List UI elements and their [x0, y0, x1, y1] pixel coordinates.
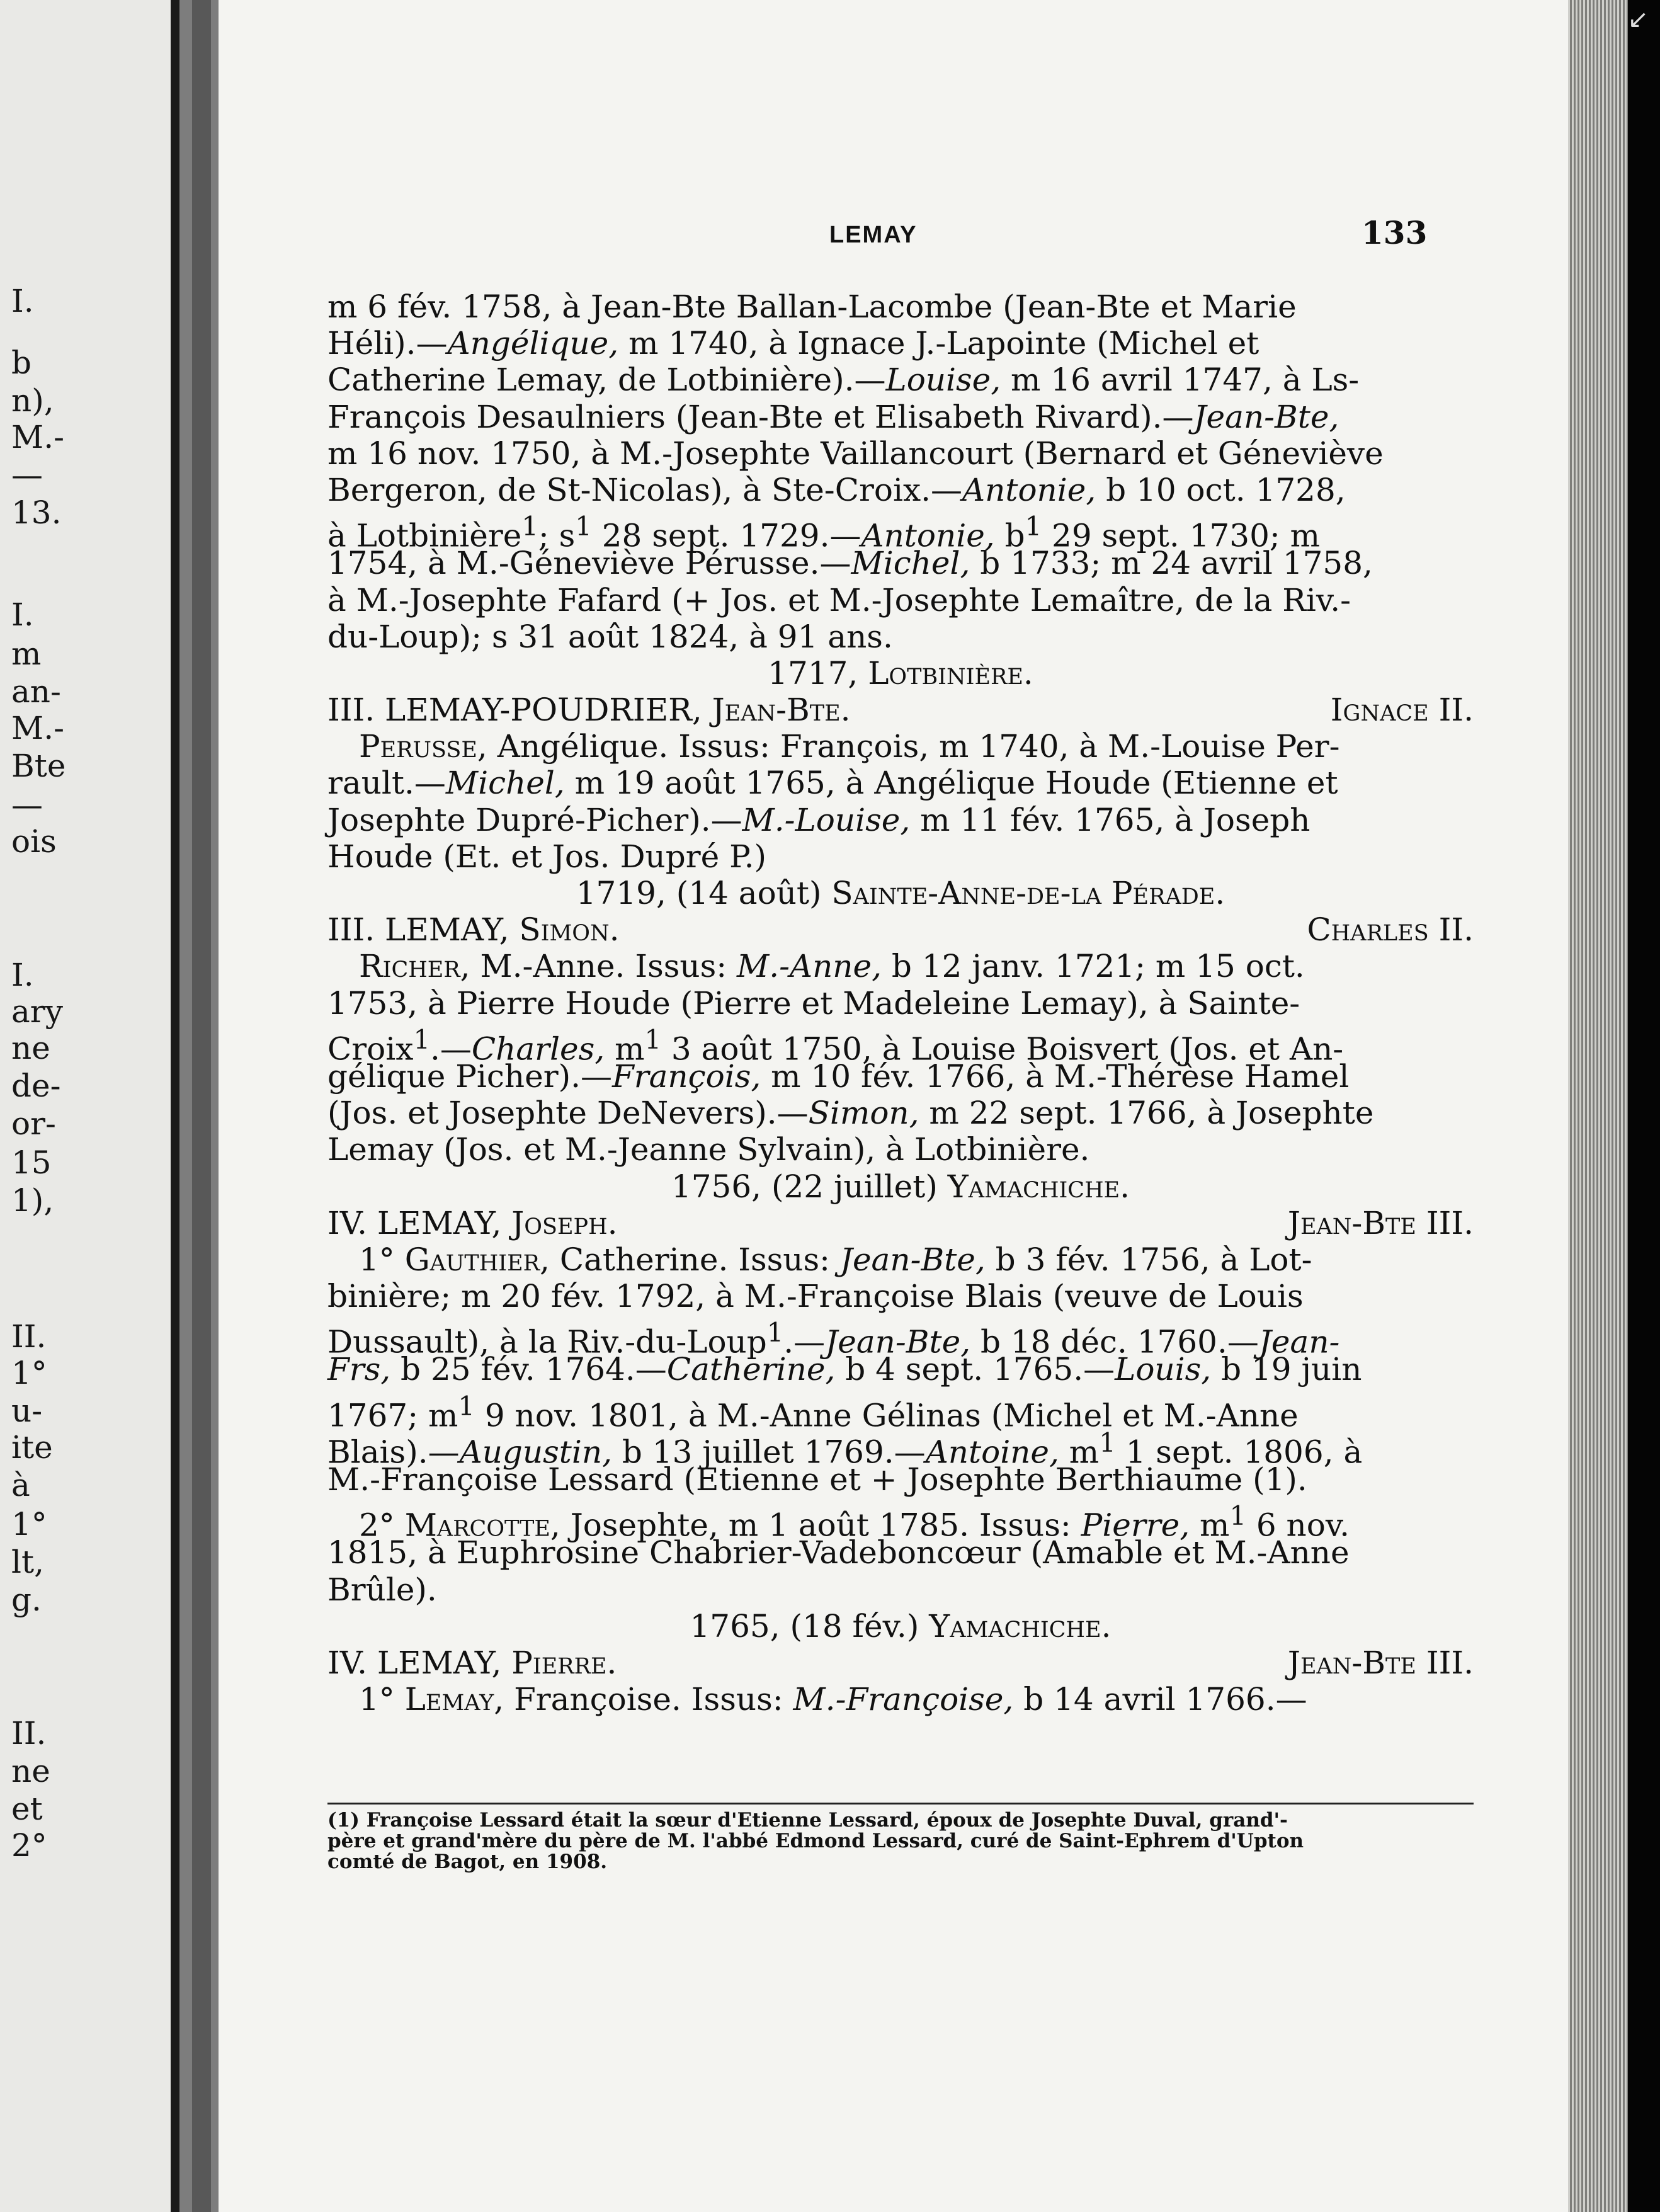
- facing-page-edge: [171, 0, 179, 2212]
- facing-page-text-fragment: b: [11, 345, 32, 381]
- running-head: LEMAY: [829, 222, 918, 248]
- scan-mark-icon: ↙: [1627, 5, 1649, 34]
- facing-page-text-fragment: an-: [11, 673, 61, 710]
- text-line: m 16 nov. 1750, à M.-Josephte Vaillancourt (Bernard et Géneviève: [327, 435, 1384, 472]
- text-line: 1754, à M.-Géneviève Pérusse.—Michel, b 1733; m 24 avril 1758,: [327, 545, 1373, 582]
- facing-page-text-fragment: or-: [11, 1105, 56, 1142]
- facing-page-text-fragment: 1°: [11, 1506, 47, 1542]
- facing-page-text-fragment: ite: [11, 1429, 53, 1466]
- entry-parent-ref: Ignace II.: [1330, 692, 1474, 729]
- text-line: Héli).—Angélique, m 1740, à Ignace J.-Lapointe (Michel et: [327, 325, 1259, 362]
- spouse-line: 1° Lemay, Françoise. Issus: M.-Françoise, b 14 avril 1766.—: [359, 1681, 1307, 1718]
- text-line: Josephte Dupré-Picher).—M.-Louise, m 11 fév. 1765, à Joseph: [327, 801, 1310, 838]
- text-line: gélique Picher).—François, m 10 fév. 1766, à M.-Thérèse Hamel: [327, 1058, 1350, 1095]
- text-line: binière; m 20 fév. 1792, à M.-Françoise Blais (veuve de Louis: [327, 1278, 1304, 1315]
- facing-page-text-fragment: 15: [11, 1144, 52, 1181]
- entry-heading: [327, 692, 1474, 728]
- text-line: François Desaulniers (Jean-Bte et Elisabeth Rivard).—Jean-Bte,: [327, 398, 1339, 435]
- facing-page-text-fragment: Bte: [11, 748, 66, 784]
- entry-parent-ref: Jean-Bte III.: [1287, 1204, 1474, 1241]
- footnote: [327, 1810, 1474, 1873]
- text-line: à Lotbinière$^1$; $s^1$ 28 sept. 1729.—Antonie, $b^1$ 29 sept. 1730; m: [327, 511, 1321, 554]
- spouse-line: Perusse, Angélique. Issus: François, m 1740, à M.-Louise Per-: [359, 728, 1340, 765]
- entry-name: III. LEMAY-POUDRIER, Jean-Bte.: [327, 692, 851, 729]
- facing-page-text-fragment: lt,: [11, 1544, 44, 1580]
- entry-heading: [327, 1205, 1474, 1241]
- facing-page-text-fragment: 1),: [11, 1182, 54, 1219]
- facing-page-text-fragment: u-: [11, 1393, 43, 1429]
- facing-page-text-fragment: II.: [11, 1318, 47, 1355]
- facing-page-text-fragment: ary: [11, 993, 63, 1030]
- spouse-line: 1° Gauthier, Catherine. Issus: Jean-Bte, b 3 fév. 1756, à Lot-: [359, 1241, 1312, 1278]
- text-line: Catherine Lemay, de Lotbinière).—Louise, m 16 avril 1747, à Ls-: [327, 362, 1360, 399]
- text-line: Brûle).: [327, 1571, 437, 1608]
- facing-page-text-fragment: m: [11, 636, 42, 672]
- text-line: Lemay (Jos. et M.-Jeanne Sylvain), à Lotbinière.: [327, 1131, 1090, 1168]
- text-line: (Jos. et Josephte DeNevers).—Simon, m 22 sept. 1766, à Josephte: [327, 1095, 1374, 1132]
- facing-page-text-fragment: 2°: [11, 1827, 47, 1864]
- entry-parent-ref: Charles II.: [1307, 911, 1474, 949]
- entry-name: IV. LEMAY, Pierre.: [327, 1644, 617, 1681]
- footnote-line: (1) Françoise Lessard était la sœur d'Etienne Lessard, époux de Josephte Duval, grand'-: [327, 1809, 1288, 1832]
- text-line: à M.-Josephte Fafard (+ Jos. et M.-Josephte Lemaître, de la Riv.-: [327, 581, 1351, 619]
- marriage-date-place: 1719, (14 août) Sainte-Anne-de-la Pérade.: [576, 875, 1225, 911]
- text-line: M.-Françoise Lessard (Etienne et + Josephte Berthiaume (1).: [327, 1461, 1307, 1498]
- text-line: Houde (Et. et Jos. Dupré P.): [327, 838, 767, 875]
- facing-page-text-fragment: g.: [11, 1582, 42, 1618]
- spouse-line: 2° Marcotte, Josephte, m 1 août 1785. Issus: Pierre, $m^1$ 6 nov.: [359, 1500, 1350, 1544]
- facing-page-text-fragment: II.: [11, 1715, 47, 1752]
- text-line: Frs, b 25 fév. 1764.—Catherine, b 4 sept. 1765.—Louis, b 19 juin: [327, 1351, 1362, 1388]
- marriage-date-place: 1765, (18 fév.) Yamachiche.: [690, 1607, 1111, 1645]
- text-line: 1753, à Pierre Houde (Pierre et Madeleine Lemay), à Sainte-: [327, 984, 1300, 1022]
- entry-heading: [327, 911, 1474, 948]
- footnote-rule: [327, 1803, 1474, 1804]
- facing-page-text-fragment: —: [11, 457, 43, 493]
- facing-page-text-fragment: —: [11, 787, 43, 823]
- book-gutter: [179, 0, 219, 2212]
- facing-page-text-fragment: M.-: [11, 710, 64, 746]
- text-line: m 6 fév. 1758, à Jean-Bte Ballan-Lacombe (Jean-Bte et Marie: [327, 288, 1297, 325]
- facing-page-text-fragment: I.: [11, 283, 34, 319]
- marriage-date-place: 1756, (22 juillet) Yamachiche.: [671, 1168, 1130, 1205]
- spouse-line: Richer, M.-Anne. Issus: M.-Anne, b 12 janv. 1721; m 15 oct.: [359, 948, 1305, 985]
- entry-name: IV. LEMAY, Joseph.: [327, 1204, 618, 1241]
- facing-page-text-fragment: M.-: [11, 419, 64, 455]
- page-number: 133: [1362, 214, 1428, 251]
- footnote-line: comté de Bagot, en 1908.: [327, 1850, 608, 1873]
- entry-heading: [327, 1645, 1474, 1681]
- footnote-line: père et grand'mère du père de M. l'abbé Edmond Lessard, curé de Saint-Ephrem d'Upton: [327, 1830, 1304, 1852]
- facing-page-text-fragment: ne: [11, 1030, 50, 1066]
- text-line: Dussault), à la Riv.-du-Loup$^1$.—Jean-Bte, b 18 déc. 1760.—Jean-: [327, 1317, 1340, 1360]
- page-body: [327, 288, 1474, 1718]
- text-line: Croix$^1$.—Charles, $m^1$ 3 août 1750, à Louise Boisvert (Jos. et An-: [327, 1023, 1344, 1068]
- text-line: 1815, à Euphrosine Chabrier-Vadeboncœur (Amable et M.-Anne: [327, 1534, 1350, 1571]
- facing-page-text-fragment: ois: [11, 823, 57, 860]
- facing-page-text-fragment: à: [11, 1467, 30, 1503]
- facing-page-text-fragment: 13.: [11, 494, 62, 531]
- facing-page-text-fragment: I.: [11, 596, 34, 633]
- facing-page-text-fragment: 1°: [11, 1355, 47, 1391]
- facing-page-text-fragment: ne: [11, 1753, 50, 1789]
- text-line: Bergeron, de St-Nicolas), à Ste-Croix.—Antonie, b 10 oct. 1728,: [327, 471, 1346, 508]
- facing-page-text-fragment: et: [11, 1791, 43, 1827]
- facing-page-text-fragment: n),: [11, 382, 54, 419]
- text-line: rault.—Michel, m 19 août 1765, à Angélique Houde (Etienne et: [327, 765, 1338, 802]
- facing-page-text-fragment: I.: [11, 957, 34, 993]
- stacked-page-edges: [1568, 0, 1628, 2212]
- entry-parent-ref: Jean-Bte III.: [1287, 1644, 1474, 1681]
- marriage-date-place: 1717, Lotbinière.: [768, 654, 1033, 692]
- entry-name: III. LEMAY, Simon.: [327, 911, 620, 949]
- book-page: [219, 0, 1628, 2212]
- facing-page-text-fragment: de-: [11, 1068, 61, 1104]
- text-line: du-Loup); s 31 août 1824, à 91 ans.: [327, 618, 893, 655]
- text-line: 1767; $m^1$ 9 nov. 1801, à M.-Anne Gélinas (Michel et M.-Anne: [327, 1390, 1299, 1434]
- text-line: Blais).—Augustin, b 13 juillet 1769.—Antoine, $m^1$ 1 sept. 1806, à: [327, 1427, 1363, 1471]
- facing-page-fragment: [0, 0, 179, 2212]
